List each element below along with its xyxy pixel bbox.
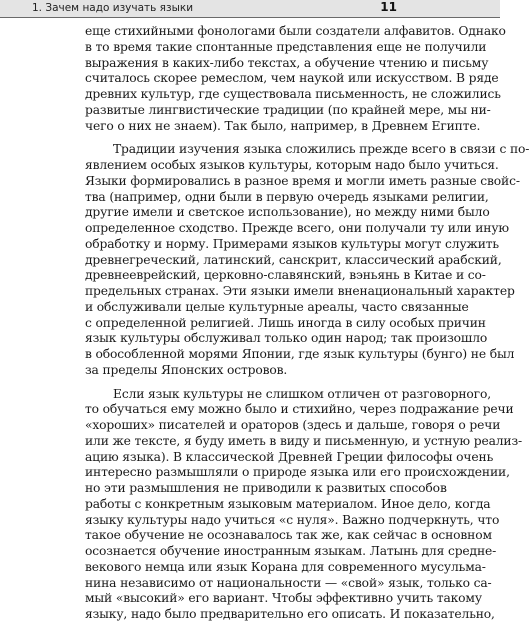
text-line: в то время такие спонтанные представления еще не получили: [85, 39, 487, 54]
text-line: ацию языка). В классической Древней Греции философы очень: [85, 449, 494, 464]
text-line: еще стихийными фонологами были создатели алфавитов. Однако: [85, 24, 506, 38]
paragraph-2: [85, 142, 529, 378]
paragraph-3: [85, 386, 523, 623]
text-line: языку культуры надо учиться «с нуля». Важно подчеркнуть, что: [85, 512, 500, 527]
text-line: язык культуры обслуживал только один народ; так произошло: [85, 331, 488, 346]
text-line: в обособленной морями Японии, где язык культуры (бунго) не был: [85, 347, 515, 361]
text-line: векового немца или язык Корана для современного мусульма-: [85, 559, 486, 574]
text-line: развитые лингвистические традиции (по крайней мере, мы ни-: [85, 102, 491, 117]
chapter-title: 1. Зачем надо изучать языки: [32, 2, 194, 14]
page-number: 11: [380, 0, 397, 14]
text-line: другие имели и светское использование), но между ними было: [85, 205, 490, 220]
text-line: мый «высокий» его вариант. Чтобы эффективно учить такому: [85, 591, 482, 606]
text-line: то обучаться ему можно было и стихийно, через подражание речи: [85, 402, 514, 417]
text-line: древнееврейский, церковно-славянский, вэньянь в Китае и со-: [85, 268, 486, 283]
text-line: «хороших» писателей и ораторов (здесь и дальше, говоря о речи: [85, 418, 501, 432]
text-line: нина независимо от национальности — «свой» язык, только са-: [85, 575, 492, 590]
text-line: такое обучение не осознавалось так же, как сейчас в основном: [85, 528, 492, 543]
text-line: Традиции изучения языка сложились прежде всего в связи с по-: [113, 142, 529, 157]
running-header: [0, 0, 500, 18]
text-line: считалось скорее ремеслом, чем наукой или искусством. В ряде: [85, 71, 499, 86]
text-line: тва (например, одни были в первую очередь языками религии,: [85, 189, 489, 204]
text-line: определенное сходство. Прежде всего, они получали ту или иную: [85, 221, 509, 235]
text-line: или же тексте, я буду иметь в виду и письменную, и устную реализ-: [85, 433, 523, 448]
text-line: и обслуживали целые культурные ареалы, часто связанные: [85, 299, 469, 314]
body-text: [85, 24, 529, 623]
text-line: с определенной религией. Лишь иногда в силу особых причин: [85, 315, 486, 330]
text-line: осознается обучение иностранным языкам. Латынь для средне-: [85, 544, 497, 558]
text-line: чего о них не знаем). Так было, например, в Древнем Египте.: [85, 118, 481, 133]
text-line: интересно размышляли о природе языка или его происхождении,: [85, 465, 510, 480]
text-line: выражения в каких-либо текстах, а обучение чтению и письму: [85, 55, 489, 70]
text-line: за пределы Японских островов.: [85, 362, 288, 377]
text-line: но эти размышления не приводили к развитых способов: [85, 481, 447, 495]
text-line: явлением особых языков культуры, которым надо было учиться.: [85, 158, 499, 172]
text-line: древних культур, где существовала письменность, не сложились: [85, 87, 501, 101]
text-line: работы с конкретным языковым материалом. Иное дело, когда: [85, 496, 491, 511]
text-line: обработку и норму. Примерами языков культуры могут служить: [85, 236, 499, 251]
paragraph-1: [85, 24, 506, 134]
text-line: древнегреческий, латинский, санскрит, классический арабский,: [85, 252, 502, 267]
text-line: Языки формировались в разное время и могли иметь разные свойс-: [85, 173, 520, 188]
text-line: Если язык культуры не слишком отличен от разговорного,: [113, 386, 491, 401]
text-line: языку, надо было предварительно его описать. И показательно,: [85, 607, 495, 621]
text-line: предельных странах. Эти языки имели вненациональный характер: [85, 284, 515, 298]
